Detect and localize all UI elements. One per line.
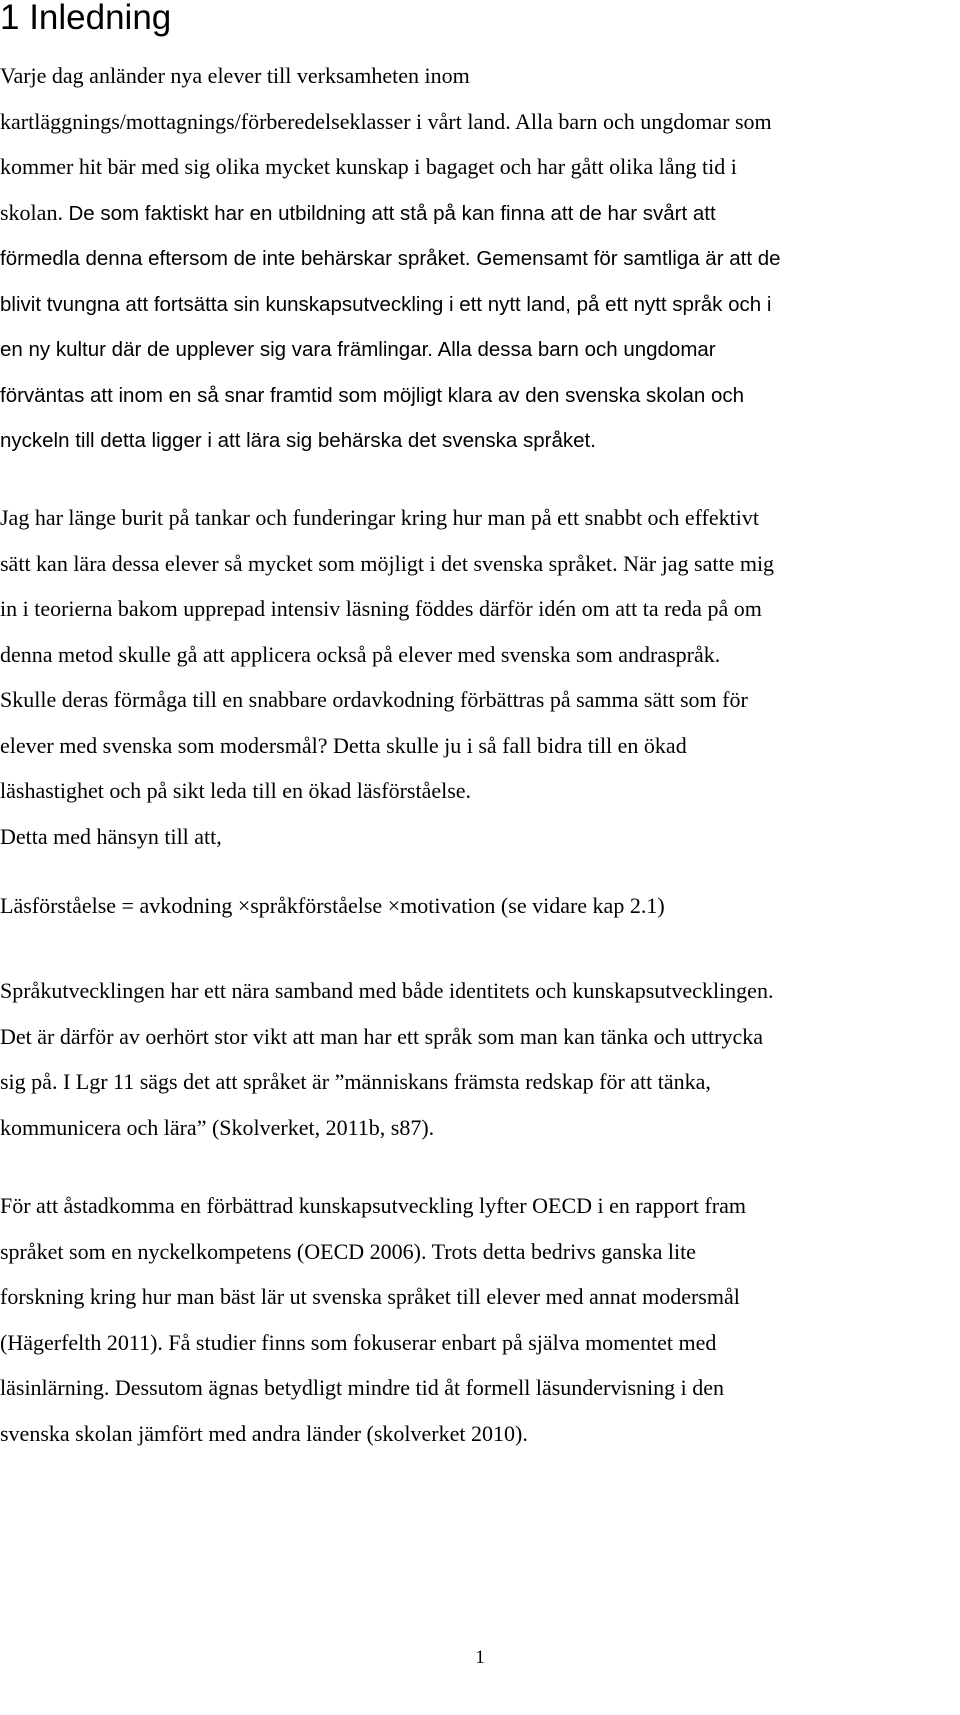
text-line — [0, 417, 950, 463]
text-line — [0, 723, 950, 769]
text-segment: Varje dag anländer nya elever till verksamheten inom — [0, 63, 470, 88]
text-line — [0, 632, 950, 678]
text-line — [0, 768, 950, 814]
text-line — [0, 883, 950, 929]
text-line — [0, 1365, 950, 1411]
text-segment: forskning kring hur man bäst lär ut svenska språket till elever med annat modersmål — [0, 1284, 740, 1309]
text-segment: (Hägerfelth 2011). Få studier finns som fokuserar enbart på själva momentet med — [0, 1329, 717, 1355]
text-segment: Det är därför av oerhört stor vikt att man har ett språk som man kan tänka och uttrycka — [0, 1023, 764, 1049]
text-line — [0, 1274, 950, 1320]
text-line — [0, 1014, 950, 1060]
text-segment: förmedla denna eftersom de inte behärskar språket. Gemensamt för samtliga är att de — [0, 247, 781, 270]
section-heading: 1 Inledning — [0, 0, 172, 37]
text-line — [0, 1183, 950, 1229]
page-number: 1 — [475, 1647, 485, 1668]
text-segment: För att åstadkomma en förbättrad kunskapsutveckling lyfter OECD i en rapport fram — [0, 1193, 746, 1218]
text-segment: kommunicera och lära” (Skolverket, 2011b, s87). — [0, 1114, 435, 1140]
text-segment: läshastighet och på sikt leda till en ökad läsförståelse. — [0, 778, 472, 803]
text-line — [0, 814, 950, 860]
text-segment: språket som en nyckelkompetens (OECD 2006). Trots detta bedrivs ganska lite — [0, 1238, 696, 1264]
text-segment: förväntas att inom en så snar framtid som möjligt klara av den svenska skolan och — [0, 383, 745, 407]
text-line — [0, 586, 950, 632]
text-line — [0, 677, 950, 723]
text-line — [0, 281, 950, 327]
text-segment: svenska skolan jämfört med andra länder (skolverket 2010). — [0, 1420, 528, 1446]
text-segment: en ny kultur där de upplever sig vara främlingar. Alla dessa barn och ungdomar — [0, 338, 716, 361]
text-segment: denna metod skulle gå att applicera också på elever med svenska som andraspråk. — [0, 641, 721, 667]
text-segment: Jag har länge burit på tankar och funderingar kring hur man på ett snabbt och effektivt — [0, 505, 759, 530]
text-line — [0, 372, 950, 418]
text-segment: De som faktiskt har en utbildning att stå på kan finna att de har svårt att — [68, 201, 716, 225]
text-segment: Skulle deras förmåga till en snabbare ordavkodning förbättras på samma sätt som för — [0, 687, 748, 712]
text-segment: Läsförståelse = avkodning ×språkförståelse ×motivation (se vidare kap 2.1) — [0, 893, 665, 918]
paragraph-2 — [0, 495, 950, 859]
paragraph-5 — [0, 1183, 950, 1456]
text-segment: blivit tvungna att fortsätta sin kunskapsutveckling i ett nytt land, på ett nytt språk och i — [0, 292, 772, 316]
text-line — [0, 235, 950, 281]
text-segment: skolan. — [0, 199, 69, 225]
text-line — [0, 1320, 950, 1366]
text-line — [0, 99, 950, 145]
text-line — [0, 968, 950, 1014]
text-segment: nyckeln till detta ligger i att lära sig behärska det svenska språket. — [0, 429, 596, 452]
text-segment: kartläggnings/mottagnings/förberedelseklasser i vårt land. Alla barn och ungdomar som — [0, 108, 772, 134]
text-line — [0, 1411, 950, 1457]
text-line — [0, 190, 950, 236]
text-line — [0, 495, 950, 541]
text-line — [0, 541, 950, 587]
text-segment: elever med svenska som modersmål? Detta skulle ju i så fall bidra till en ökad — [0, 732, 687, 758]
text-line — [0, 53, 950, 99]
text-segment: sig på. I Lgr 11 sägs det att språket är ”människans främsta redskap för att tänka, — [0, 1069, 711, 1094]
text-line — [0, 326, 950, 372]
text-segment: in i teorierna bakom upprepad intensiv läsning föddes därför idén om att ta reda på om — [0, 596, 762, 621]
text-segment: läsinlärning. Dessutom ägnas betydligt mindre tid åt formell läsundervisning i den — [0, 1375, 725, 1400]
text-line — [0, 1229, 950, 1275]
text-segment: Språkutvecklingen har ett nära samband med både identitets och kunskapsutvecklingen. — [0, 978, 774, 1003]
text-line — [0, 1105, 950, 1151]
text-segment: sätt kan lära dessa elever så mycket som möjligt i det svenska språket. När jag satte mig — [0, 550, 775, 576]
text-line — [0, 144, 950, 190]
text-segment: Detta med hänsyn till att, — [0, 823, 222, 849]
text-line — [0, 1059, 950, 1105]
paragraph-3 — [0, 883, 950, 929]
paragraph-1 — [0, 53, 950, 463]
paragraph-4 — [0, 968, 950, 1150]
text-segment: kommer hit bär med sig olika mycket kunskap i bagaget och har gått olika lång tid i — [0, 154, 737, 179]
